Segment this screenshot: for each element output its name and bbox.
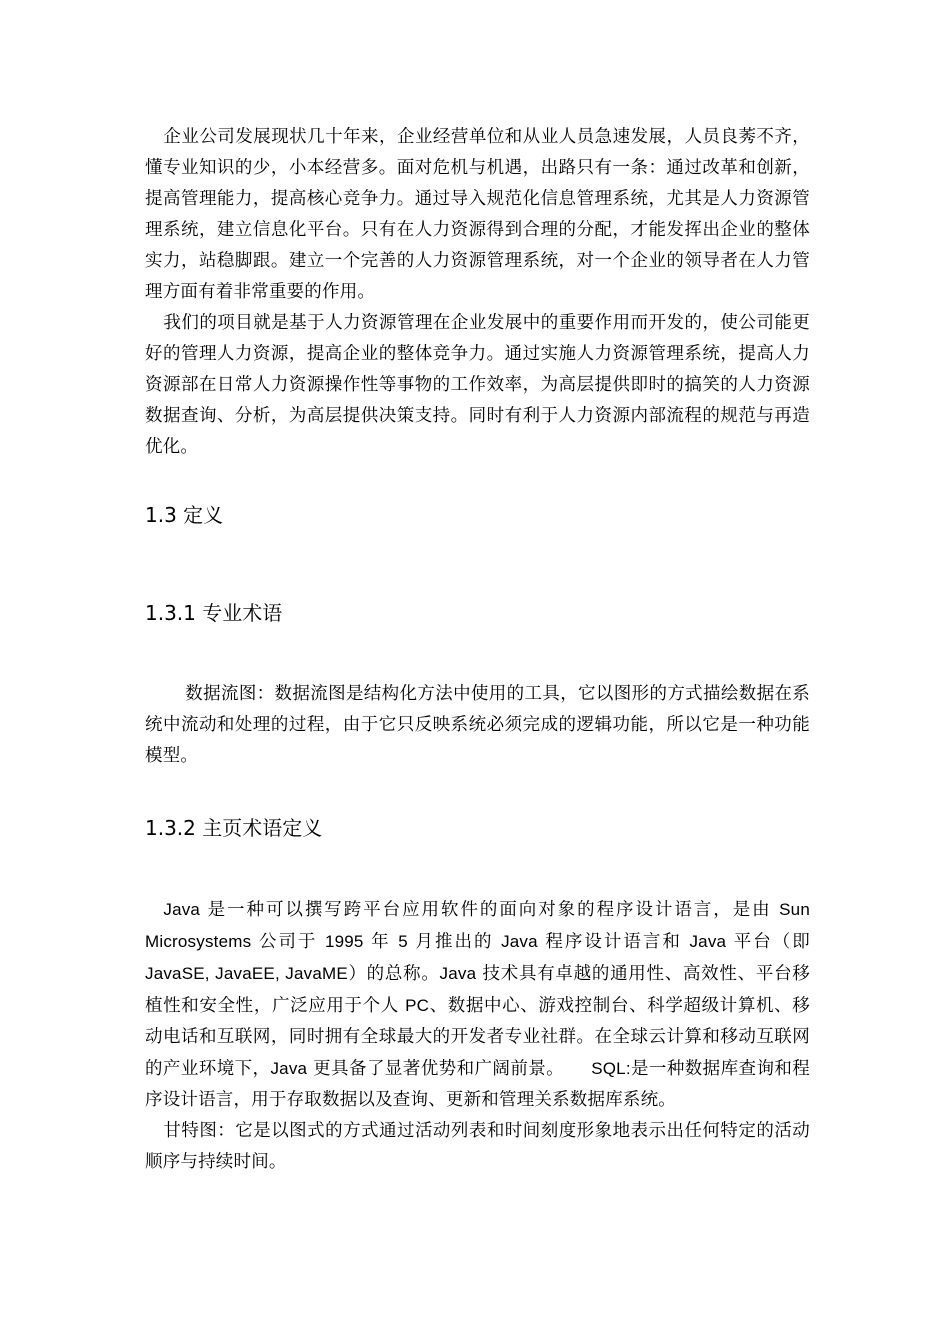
java-text: 更具备了显著优势和广阔前景。 bbox=[307, 1059, 592, 1079]
java-term: Java bbox=[270, 1059, 308, 1078]
java-definition-paragraph bbox=[145, 894, 810, 1116]
java-text: 公司于 bbox=[251, 932, 325, 952]
java-term: Java bbox=[163, 900, 201, 919]
sql-text: 是一种数据库查询和程序设计语言，用于存取数据以及查询、更新和管理关系数据库系统。 bbox=[145, 1059, 811, 1110]
sql-term: SQL: bbox=[591, 1059, 631, 1078]
java-text: 年 bbox=[363, 932, 399, 952]
intro-paragraph-2: 我们的项目就是基于人力资源管理在企业发展中的重要作用而开发的，使公司能更好的管理人力资源，提高企业的整体竞争力。通过实施人力资源管理系统，提高人力资源部在日常人力资源操作性等事物的工作效率，为高层提供即时的搞笑的人力资源数据查询、分析，为高层提供决策支持。同时有利于人力资源内部流程的规范与再造优化。 bbox=[145, 313, 810, 457]
subsection-heading-terms: 1.3.1 专业术语 bbox=[145, 601, 283, 625]
java-text: 、数据中心、游戏控制台、科学超级计算机、移动电话和互联网，同时拥有全球最大的开发者专业社群。在全球云计算和移动互联网的产业环境下， bbox=[145, 996, 810, 1079]
java-text: ）的总称。 bbox=[347, 964, 440, 984]
gantt-definition-paragraph: 甘特图：它是以图式的方式通过活动列表和时间刻度形象地表示出任何特定的活动顺序与持续时间。 bbox=[145, 1121, 810, 1172]
subsection-heading-homepage-terms: 1.3.2 主页术语定义 bbox=[145, 816, 323, 840]
dfd-definition-paragraph: 数据流图：数据流图是结构化方法中使用的工具，它以图形的方式描绘数据在系统中流动和处理的过程，由于它只反映系统必须完成的逻辑功能，所以它是一种功能模型。 bbox=[145, 684, 810, 766]
java-term: Java bbox=[439, 964, 477, 983]
intro-paragraph-1: 企业公司发展现状几十年来，企业经营单位和从业人员急速发展，人员良莠不齐，懂专业知识的少，小本经营多。面对危机与机遇，出路只有一条：通过改革和创新，提高管理能力，提高核心竞争力。通过导入规范化信息管理系统，尤其是人力资源管理系统，建立信息化平台。只有在人力资源得到合理的分配，才能发挥出企业的整体实力，站稳脚跟。建立一个完善的人力资源管理系统，对一个企业的领导者在人力管理方面有着非常重要的作用。 bbox=[145, 127, 810, 302]
java-text: 程序设计语言和 bbox=[537, 932, 690, 952]
java-term: Java bbox=[501, 932, 538, 951]
java-text: 月推出的 bbox=[407, 932, 502, 952]
company-name: Sun Microsystems bbox=[145, 900, 810, 951]
java-text: 是一种可以撰写跨平台应用软件的面向对象的程序设计语言，是由 bbox=[200, 900, 780, 920]
java-text: 技术具有卓越的通用性、高效性、平台移植性和安全性，广泛应用于个人 bbox=[145, 964, 810, 1016]
pc-term: PC bbox=[405, 996, 430, 1015]
java-text: 平台（即 bbox=[726, 932, 810, 952]
document-page bbox=[145, 122, 810, 1178]
month-value: 5 bbox=[398, 932, 408, 951]
java-editions: JavaSE, JavaEE, JavaME bbox=[145, 964, 348, 983]
year-value: 1995 bbox=[324, 932, 364, 951]
section-heading-definitions: 1.3 定义 bbox=[145, 503, 224, 527]
java-term: Java bbox=[689, 932, 727, 951]
